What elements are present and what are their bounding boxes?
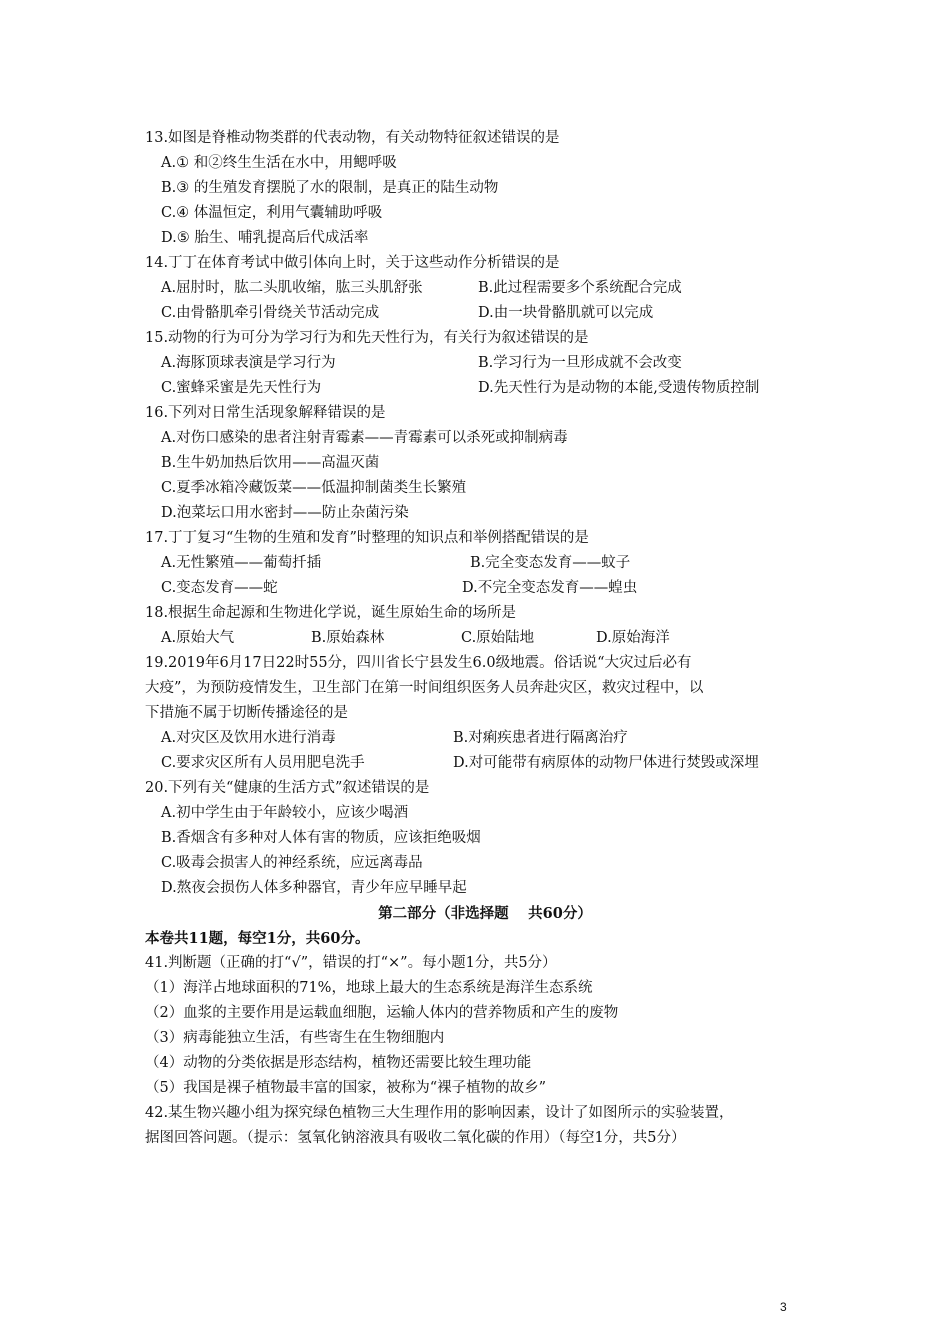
question-16-option-a: A.对伤口感染的患者注射青霉素——青霉素可以杀死或抑制病毒 [161, 430, 568, 446]
question-17-options-row1 [161, 551, 841, 576]
question-41-item: （2）血浆的主要作用是运载血细胞，运输人体内的营养物质和产生的废物 [145, 1005, 619, 1021]
question-19-stem-line2: 大疫”，为预防疫情发生，卫生部门在第一时间组织医务人员奔赴灾区，救灾过程中，以 [145, 680, 704, 696]
question-13-stem: 13.如图是脊椎动物类群的代表动物，有关动物特征叙述错误的是 [145, 130, 560, 146]
question-13-option-b: B.③ 的生殖发育摆脱了水的限制，是真正的陆生动物 [161, 180, 499, 196]
question-19-stem-line1: 19.2019年6月17日22时55分，四川省长宁县发生6.0级地震。俗话说“大灾过后必有 [145, 655, 692, 671]
question-18-option-c: C.原始陆地 [461, 630, 535, 646]
question-16-option-d: D.泡菜坛口用水密封——防止杂菌污染 [161, 505, 409, 521]
question-41-item: （4）动物的分类依据是形态结构，植物还需要比较生理功能 [145, 1055, 532, 1071]
question-19-options-row1 [161, 726, 841, 751]
question-15-option-b: B.学习行为一旦形成就不会改变 [478, 355, 682, 371]
question-17-option-a: A.无性繁殖——葡萄扦插 [161, 555, 322, 571]
question-15-options-row2 [161, 376, 841, 401]
question-17-option-b: B.完全变态发育——蚊子 [470, 555, 631, 571]
question-18-option-d: D.原始海洋 [596, 630, 670, 646]
question-41-stem: 41.判断题（正确的打“√”，错误的打“×”。每小题1分，共5分） [145, 955, 557, 971]
question-19-options-row2 [161, 751, 841, 776]
question-15-option-a: A.海豚顶球表演是学习行为 [161, 355, 336, 371]
question-18-option-b: B.原始森林 [311, 630, 385, 646]
question-41-item: （3）病毒能独立生活，有些寄生在生物细胞内 [145, 1030, 445, 1046]
question-20-option-c: C.吸毒会损害人的神经系统，应远离毒品 [161, 855, 423, 871]
question-18-stem: 18.根据生命起源和生物进化学说，诞生原始生命的场所是 [145, 605, 517, 621]
question-19-option-c: C.要求灾区所有人员用肥皂洗手 [161, 755, 365, 771]
question-20-stem: 20.下列有关“健康的生活方式”叙述错误的是 [145, 780, 430, 796]
question-42-line2: 据图回答问题。（提示：氢氧化钠溶液具有吸收二氧化碳的作用）（每空1分，共5分） [145, 1130, 686, 1146]
question-15-options-row1 [161, 351, 841, 376]
question-14-options-row2 [161, 301, 841, 326]
question-14-option-a: A.屈肘时，肱二头肌收缩，肱三头肌舒张 [161, 280, 423, 296]
question-20-option-d: D.熬夜会损伤人体多种器官，青少年应早睡早起 [161, 880, 467, 896]
question-13-option-c: C.④ 体温恒定，利用气囊辅助呼吸 [161, 205, 383, 221]
page-number: 3 [780, 1300, 787, 1314]
question-15-option-d: D.先天性行为是动物的本能,受遗传物质控制 [478, 380, 760, 396]
question-17-option-d: D.不完全变态发育——蝗虫 [462, 580, 638, 596]
question-14-option-c: C.由骨骼肌牵引骨绕关节活动完成 [161, 305, 380, 321]
question-19-option-a: A.对灾区及饮用水进行消毒 [161, 730, 336, 746]
part-two-title: 第二部分（非选择题 共60分） [378, 905, 592, 922]
question-19-stem-line3: 下措施不属于切断传播途径的是 [145, 705, 348, 721]
question-17-option-c: C.变态发育——蛇 [161, 580, 278, 596]
question-19-option-b: B.对痢疾患者进行隔离治疗 [453, 730, 628, 746]
question-14-stem: 14.丁丁在体育考试中做引体向上时，关于这些动作分析错误的是 [145, 255, 560, 271]
question-18-option-a: A.原始大气 [161, 630, 235, 646]
question-16-option-b: B.生牛奶加热后饮用——高温灭菌 [161, 455, 380, 471]
question-20-option-a: A.初中学生由于年龄较小，应该少喝酒 [161, 805, 409, 821]
question-14-options-row1 [161, 276, 841, 301]
question-15-stem: 15.动物的行为可分为学习行为和先天性行为，有关行为叙述错误的是 [145, 330, 589, 346]
question-20-option-b: B.香烟含有多种对人体有害的物质，应该拒绝吸烟 [161, 830, 481, 846]
part-two-intro: 本卷共11题，每空1分，共60分。 [145, 930, 370, 947]
question-41-item: （5）我国是裸子植物最丰富的国家，被称为“裸子植物的故乡” [145, 1080, 547, 1096]
question-42-line1: 42.某生物兴趣小组为探究绿色植物三大生理作用的影响因素，设计了如图所示的实验装置， [145, 1105, 734, 1121]
question-13-option-a: A.① 和②终生生活在水中，用鳃呼吸 [161, 155, 397, 171]
question-16-stem: 16.下列对日常生活现象解释错误的是 [145, 405, 386, 421]
question-17-stem: 17.丁丁复习“生物的生殖和发育”时整理的知识点和举例搭配错误的是 [145, 530, 589, 546]
question-15-option-c: C.蜜蜂采蜜是先天性行为 [161, 380, 322, 396]
question-14-option-b: B.此过程需要多个系统配合完成 [478, 280, 682, 296]
question-13-option-d: D.⑤ 胎生、哺乳提高后代成活率 [161, 230, 369, 246]
question-16-option-c: C.夏季冰箱冷藏饭菜——低温抑制菌类生长繁殖 [161, 480, 467, 496]
question-41-item: （1）海洋占地球面积的71%，地球上最大的生态系统是海洋生态系统 [145, 980, 593, 996]
question-18-options-row [161, 626, 841, 651]
question-14-option-d: D.由一块骨骼肌就可以完成 [478, 305, 654, 321]
question-17-options-row2 [161, 576, 841, 601]
question-19-option-d: D.对可能带有病原体的动物尸体进行焚毁或深埋 [453, 755, 759, 771]
